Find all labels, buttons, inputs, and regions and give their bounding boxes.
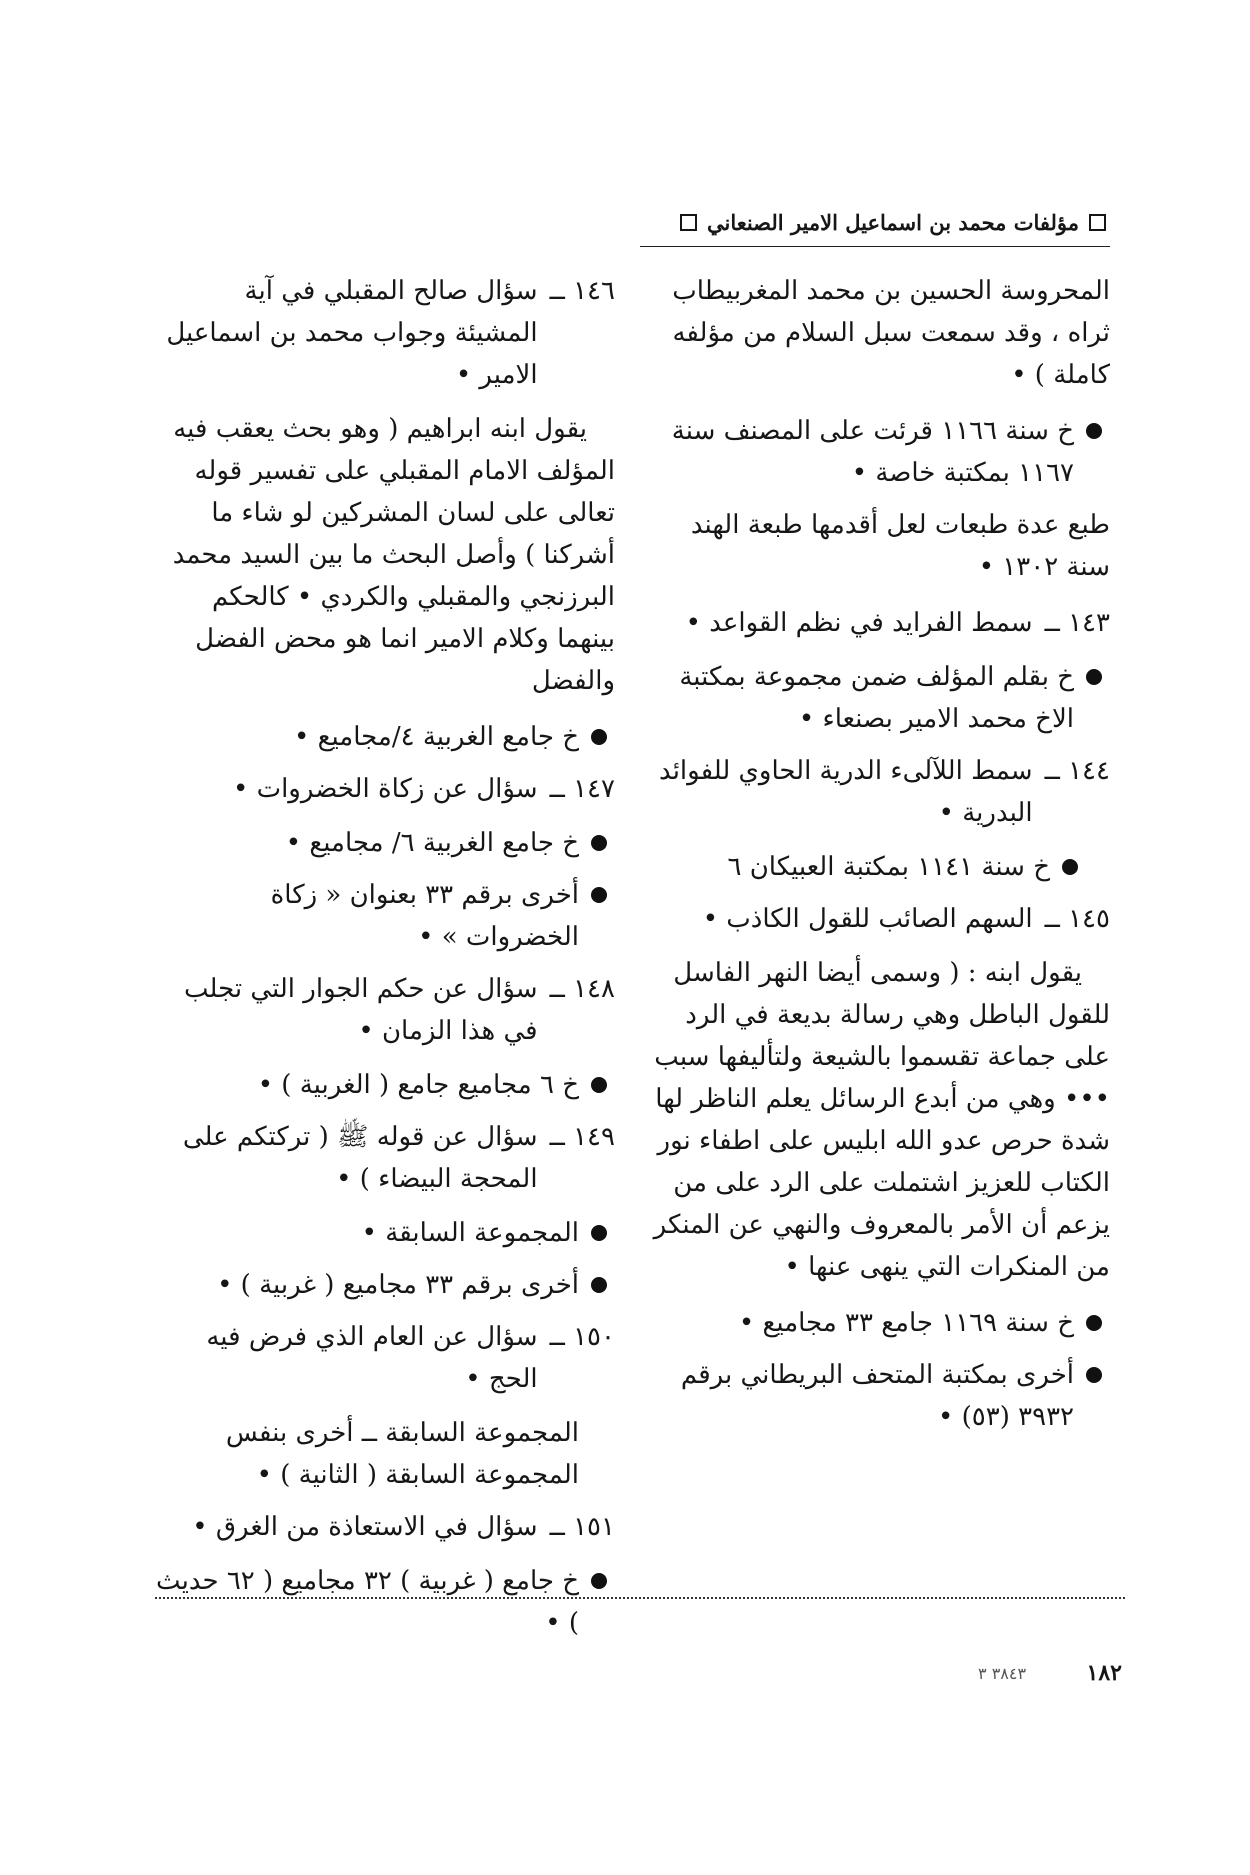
- entry-145: [650, 898, 1110, 940]
- entry-number: ١٤٤ ــ: [1044, 756, 1110, 786]
- entry-number: ١٤٥ ــ: [1044, 904, 1110, 934]
- page-number: ١٨٢: [1086, 1660, 1122, 1686]
- bullet-item: خ سنة ١١٦٦ قرئت على المصنف سنة ١١٦٧ بمكتبة خاصة •: [650, 410, 1110, 494]
- bullet-icon: [1086, 669, 1102, 685]
- running-header: [640, 210, 1106, 235]
- bullet-icon: [591, 835, 607, 851]
- entry-147: [155, 768, 615, 810]
- footer-divider: [155, 1597, 1125, 1599]
- bullet-item: أخرى برقم ٣٣ بعنوان « زكاة الخضروات » •: [155, 874, 615, 958]
- bullet-item: خ جامع ( غربية ) ٣٢ مجاميع ( ٦٢ حديث ) •: [155, 1560, 615, 1644]
- bullet-icon: [591, 1277, 607, 1293]
- entry-description: يقول ابنه ابراهيم ( وهو بحث يعقب فيه المؤلف الامام المقبلي على تفسير قوله تعالى على لسان المشركين لو شاء ما أشركنا ) وأصل البحث ما بين السيد محمد البرزنجي والمقبلي والكردي • كالحكم بينهما وكلام الامير انما هو محض الفضل والفضل: [172, 414, 615, 696]
- entry-number: ١٤٣ ــ: [1044, 608, 1110, 638]
- bullet-icon: [1062, 859, 1078, 875]
- entry-148: [155, 968, 615, 1052]
- entry-151: [155, 1506, 615, 1548]
- entry-144: [650, 750, 1110, 834]
- bullet-icon: [591, 729, 607, 745]
- entry-number: ١٤٦ ــ: [549, 276, 615, 306]
- entry-number: ١٤٩ ــ: [549, 1122, 615, 1152]
- entry-title: سؤال عن العام الذي فرض فيه الحج •: [206, 1322, 538, 1394]
- entry-title: سؤال عن حكم الجوار التي تجلب في هذا الزمان •: [183, 974, 538, 1046]
- bullet-icon: [591, 1573, 607, 1589]
- entry-number: ١٥٠ ــ: [549, 1322, 615, 1352]
- entry-title: سمط الفرايد في نظم القواعد •: [685, 608, 1033, 638]
- right-column: [650, 270, 1110, 1448]
- bullet-item: المجموعة السابقة •: [155, 1212, 615, 1254]
- bullet-item: خ جامع الغربية ٤/مجاميع •: [155, 716, 615, 758]
- note-paragraph: طبع عدة طبعات لعل أقدمها طبعة الهند سنة ١٣٠٢ •: [690, 510, 1110, 582]
- bullet-icon: [1086, 1367, 1102, 1383]
- continued-paragraph: المحروسة الحسين بن محمد المغربيطاب ثراه ، وقد سمعت سبل السلام من مؤلفه كاملة ) •: [672, 276, 1110, 390]
- bullet-item: أخرى برقم ٣٣ مجاميع ( غربية ) •: [155, 1264, 615, 1306]
- bullet-icon: [591, 1225, 607, 1241]
- bullet-item: خ سنة ١١٦٩ جامع ٣٣ مجاميع •: [650, 1302, 1110, 1344]
- square-icon: [1089, 214, 1106, 231]
- bullet-item: أخرى بمكتبة المتحف البريطاني برقم ٣٩٣٢ (٥٣) •: [650, 1354, 1110, 1438]
- entry-title: سؤال عن زكاة الخضروات •: [233, 774, 538, 804]
- bullet-item: خ ٦ مجاميع جامع ( الغربية ) •: [155, 1064, 615, 1106]
- square-icon: [680, 214, 697, 231]
- entry-150: [155, 1316, 615, 1400]
- entry-number: ١٤٧ ــ: [549, 774, 615, 804]
- header-divider: [640, 246, 1110, 247]
- entry-143: [650, 602, 1110, 644]
- entry-number: ١٥١ ــ: [549, 1512, 615, 1542]
- bullet-icon: [591, 887, 607, 903]
- bullet-item: خ جامع الغربية ٦/ مجاميع •: [155, 822, 615, 864]
- entry-title: سؤال في الاستعاذة من الغرق •: [192, 1512, 538, 1542]
- entry-149: [155, 1116, 615, 1200]
- left-column: [155, 270, 615, 1654]
- footer-mark: ٣٨٤٣ ٣: [978, 1664, 1027, 1683]
- entry-number: ١٤٨ ــ: [549, 974, 615, 1004]
- bullet-icon: [1086, 1315, 1102, 1331]
- running-header-title: مؤلفات محمد بن اسماعيل الامير الصنعاني: [706, 210, 1079, 235]
- entry-146: [155, 270, 615, 396]
- entry-title: سؤال صالح المقبلي في آية المشيئة وجواب محمد بن اسماعيل الامير •: [166, 276, 538, 390]
- entry-title: سؤال عن قوله ﷺ ( تركتكم على المحجة البيضاء ) •: [182, 1122, 538, 1194]
- bullet-icon: [591, 1077, 607, 1093]
- entry-title: السهم الصائب للقول الكاذب •: [702, 904, 1033, 934]
- bullet-item: خ سنة ١١٤١ بمكتبة العبيكان ٦: [650, 846, 1110, 888]
- bullet-item: خ بقلم المؤلف ضمن مجموعة بمكتبة الاخ محمد الامير بصنعاء •: [650, 656, 1110, 740]
- entry-note: المجموعة السابقة ــ أخرى بنفس المجموعة السابقة ( الثانية ) •: [225, 1418, 579, 1490]
- entry-title: سمط اللآلىء الدرية الحاوي للفوائد البدرية •: [659, 756, 1033, 828]
- entry-description: يقول ابنه : ( وسمى أيضا النهر الفاسل للقول الباطل وهي رسالة بديعة في الرد على جماعة تقسموا بالشيعة ولتأليفها سبب ••• وهي من أبدع الرسائل يعلم الناظر لها شدة حرص عدو الله ابليس على اطفاء نور الكتاب للعزيز اشتملت على الرد على من يزعم أن الأمر بالمعروف والنهي عن المنكر من المنكرات التي ينهى عنها •: [653, 958, 1110, 1282]
- bullet-icon: [1086, 423, 1102, 439]
